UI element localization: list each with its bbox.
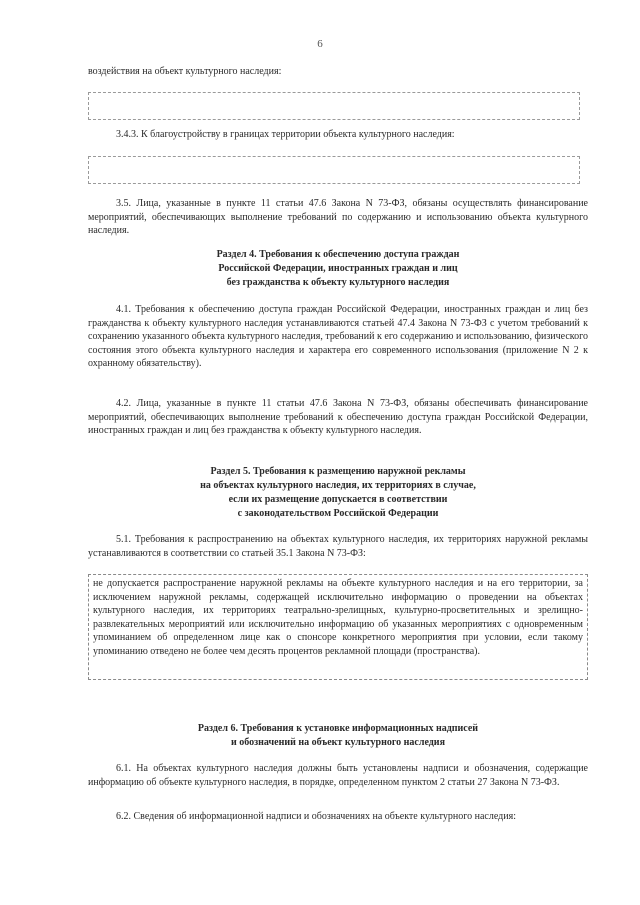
paragraph-3-5: 3.5. Лица, указанные в пункте 11 статьи 47.6 Закона N 73-ФЗ, обязаны осуществлять финансирование мероприятий, обеспечивающих выполнение требований по содержанию и использованию объекта культурного наследия. [88, 198, 588, 236]
empty-field-box-2 [88, 156, 580, 184]
section4-title-line3: без гражданства к объекту культурного наследия [226, 277, 450, 288]
paragraph-3-4-3: 3.4.3. К благоустройству в границах территории объекта культурного наследия: [116, 129, 455, 140]
section5-title-line1: Раздел 5. Требования к размещению наружной рекламы [210, 466, 466, 477]
page-number: 6 [317, 38, 323, 50]
advertising-requirement-box: не допускается распространение наружной рекламы на объекте культурного наследия и на его территории, за исключением наружной рекламы, содержащей исключительно информацию о проведении на объектах культурного наследия, их территориях театрально-зрелищных, культурно-просветительных и зрелищно-развлекательных мероприятий или исключительно информацию об указанных мероприятиях с одновременным упоминанием об определенном лице как о спонсоре конкретного мероприятия при условии, если такому упоминанию отведено не более чем десять процентов рекламной площади (пространства). [88, 574, 588, 680]
empty-field-box [88, 92, 580, 120]
section6-title-line1: Раздел 6. Требования к установке информационных надписей [197, 723, 479, 734]
section4-title-line1: Раздел 4. Требования к обеспечению доступа граждан [216, 249, 460, 260]
section6-title-line2: и обозначений на объект культурного наследия [231, 737, 445, 748]
paragraph-4-2: 4.2. Лица, указанные в пункте 11 статьи 47.6 Закона N 73-ФЗ, обязаны обеспечивать финансирование мероприятий, обеспечивающих выполнение требований к обеспечению доступа граждан Российской Федерации, иностранных граждан и лиц без гражданства к объекту культурного наследия. [88, 398, 588, 436]
paragraph-5-1: 5.1. Требования к распространению на объектах культурного наследия, их территориях наружной рекламы устанавливаются в соответствии со статьей 35.1 Закона N 73-ФЗ: [88, 534, 588, 559]
paragraph-6-2: 6.2. Сведения об информационной надписи и обозначениях на объекте культурного наследия: [116, 811, 516, 822]
section5-title-line3: если их размещение допускается в соответствии [228, 494, 448, 505]
paragraph-6-1: 6.1. На объектах культурного наследия должны быть установлены надписи и обозначения, содержащие информацию об объекте культурного наследия, в порядке, определенном пунктом 2 статьи 27 Закона N 73-ФЗ. [88, 763, 588, 788]
paragraph-4-1: 4.1. Требования к обеспечению доступа граждан Российской Федерации, иностранных граждан и лиц без гражданства к объекту культурного наследия устанавливаются статьей 47.4 Закона N 73-ФЗ с учетом требований к сохранению указанного объекта культурного наследия, требований к его содержанию и использованию, физического состояния этого объекта культурного наследия и характера его современного использования (приложение N 2 к охранному обязательству). [88, 304, 588, 369]
section4-title-line2: Российской Федерации, иностранных граждан и лиц [218, 263, 458, 274]
paragraph-intro: воздействия на объект культурного наследия: [88, 66, 282, 77]
section5-title-line2: на объектах культурного наследия, их территориях в случае, [200, 480, 476, 491]
section5-title-line4: с законодательством Российской Федерации [237, 508, 439, 519]
